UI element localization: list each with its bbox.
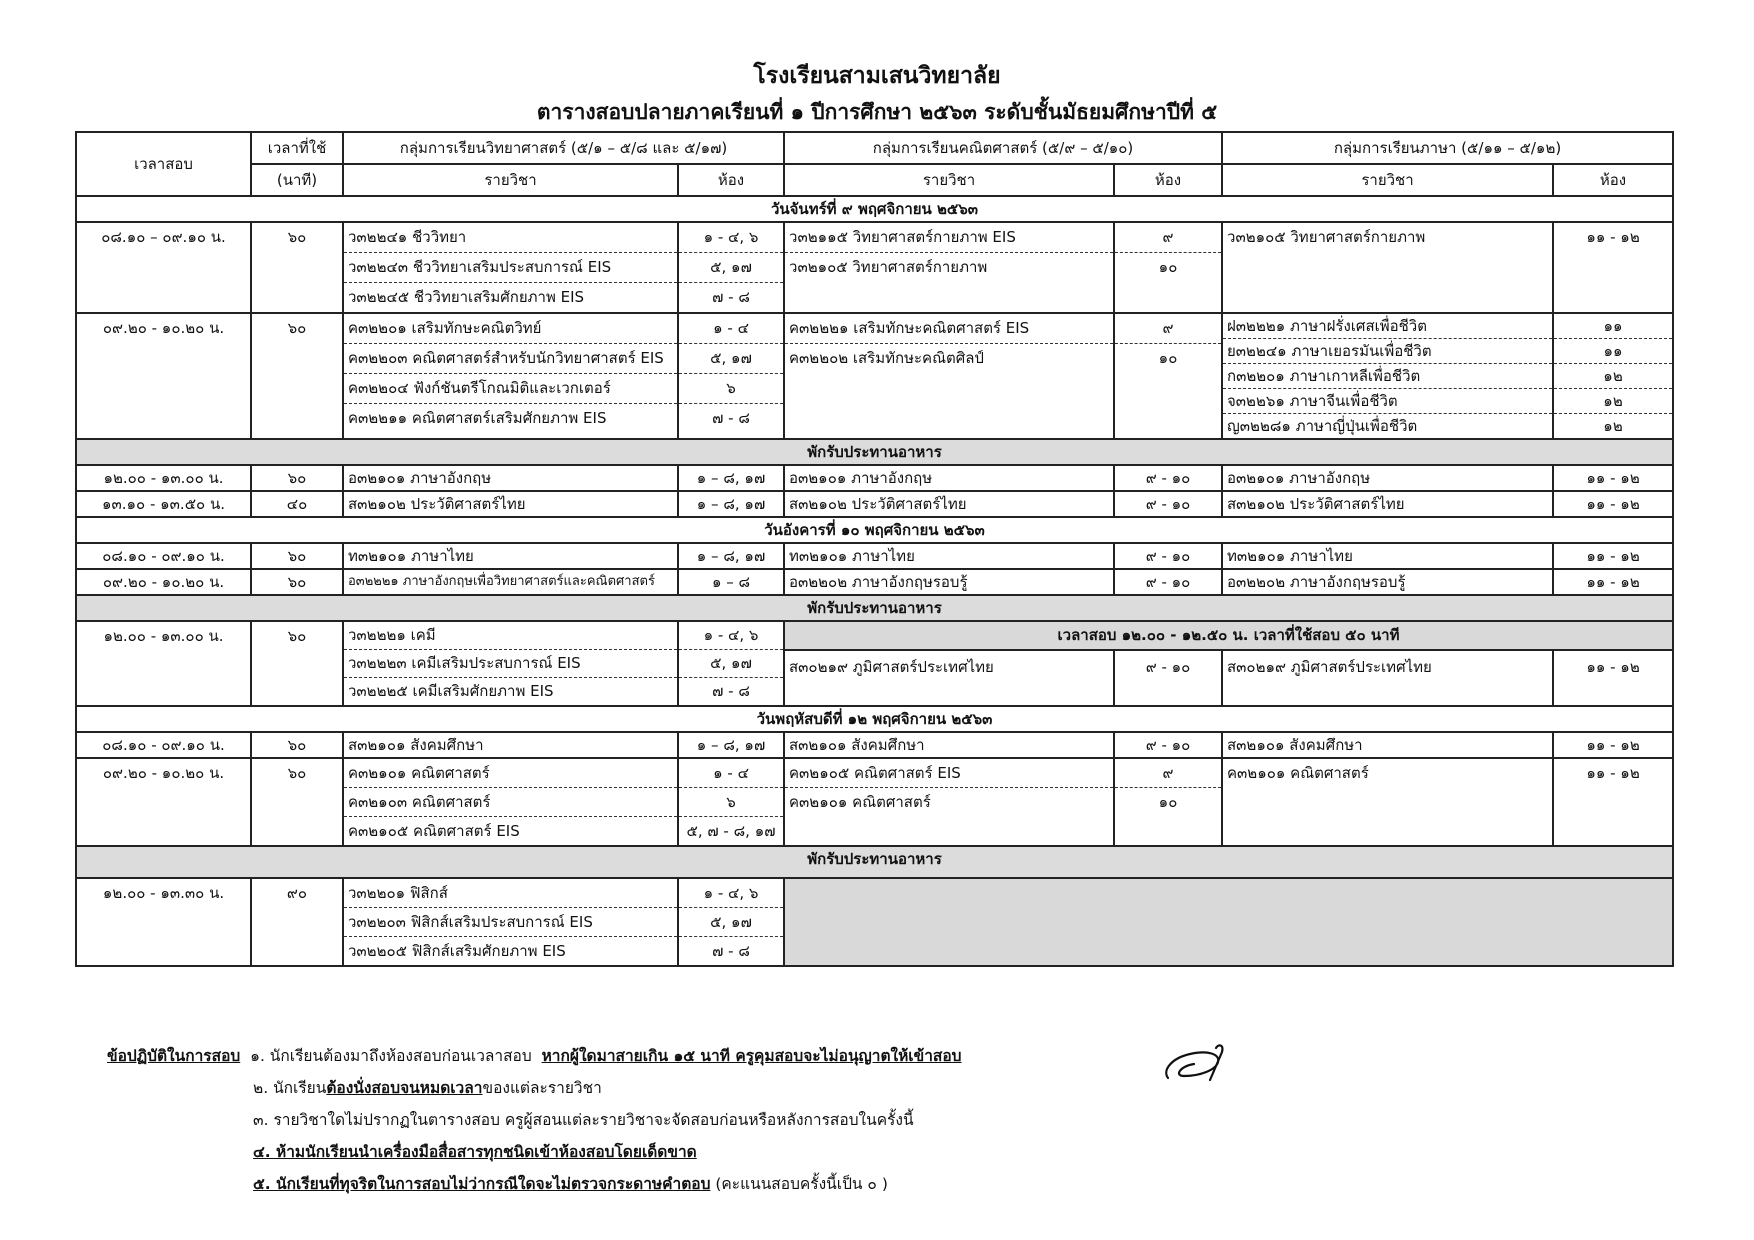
room-cell: ๑ - ๔, ๖ ๕, ๑๗ ๗ - ๘: [678, 878, 784, 966]
room-cell: ๙ ๑๐: [1114, 313, 1222, 439]
col-subject-lang: รายวิชา: [1222, 164, 1553, 196]
exam-minutes: ๖๐: [251, 569, 343, 595]
day-header: วันอังคารที่ ๑๐ พฤศจิกายน ๒๕๖๓: [76, 517, 1673, 543]
room-cell: ๙ - ๑๐: [1114, 650, 1222, 706]
lunch-break-row: พักรับประทานอาหาร: [76, 595, 1673, 621]
rule-1: ข้อปฏิบัติในการสอบ ๑. นักเรียนต้องมาถึงห้องสอบก่อนเวลาสอบ หากผู้ใดมาสายเกิน ๑๕ นาที ครูคุมสอบจะไม่อนุญาตให้เข้าสอบ: [107, 1047, 962, 1065]
col-room-math: ห้อง: [1114, 164, 1222, 196]
exam-time: ๐๙.๒๐ - ๑๐.๒๐ น.: [76, 758, 251, 846]
rule-3: ๓. รายวิชาใดไม่ปรากฏในตารางสอบ ครูผู้สอนแต่ละรายวิชาจะจัดสอบก่อนหรือหลังการสอบในครั้งนี้: [253, 1111, 914, 1129]
room-cell: ๑๑ - ๑๒: [1553, 732, 1673, 758]
col-group-math: กลุ่มการเรียนคณิตศาสตร์ (๕/๙ – ๕/๑๐): [784, 132, 1222, 164]
col-subject-math: รายวิชา: [784, 164, 1114, 196]
room-cell: ๑ – ๘, ๑๗: [678, 491, 784, 517]
room-cell: ๑๑ - ๑๒: [1553, 569, 1673, 595]
subject-cell: ส๓๐๒๑๙ ภูมิศาสตร์ประเทศไทย: [784, 650, 1114, 706]
subject-cell: ส๓๒๑๐๑ สังคมศึกษา: [1222, 732, 1553, 758]
subject-cell: อ๓๒๒๐๒ ภาษาอังกฤษรอบรู้: [784, 569, 1114, 595]
subject-cell: ท๓๒๑๐๑ ภาษาไทย: [343, 543, 678, 569]
exam-minutes: ๖๐: [251, 313, 343, 439]
room-cell: ๙ - ๑๐: [1114, 543, 1222, 569]
room-cell: ๑ - ๔ ๖ ๕, ๗ - ๘, ๑๗: [678, 758, 784, 846]
exam-time: ๐๙.๒๐ - ๑๐.๒๐ น.: [76, 569, 251, 595]
exam-minutes: ๔๐: [251, 491, 343, 517]
room-cell: ๑๑ - ๑๒: [1553, 491, 1673, 517]
exam-schedule-table: [75, 131, 1674, 967]
table-row: [76, 878, 1673, 966]
day-header: วันพฤหัสบดีที่ ๑๒ พฤศจิกายน ๒๕๖๓: [76, 706, 1673, 732]
exam-minutes: ๖๐: [251, 621, 343, 706]
table-row: [76, 313, 1673, 439]
table-row: [76, 543, 1673, 569]
exam-time: ๑๒.๐๐ - ๑๓.๐๐ น.: [76, 465, 251, 491]
exam-minutes: ๖๐: [251, 732, 343, 758]
rules-title: ข้อปฏิบัติในการสอบ: [107, 1047, 241, 1065]
lunch-break-row: พักรับประทานอาหาร: [76, 846, 1673, 878]
col-room-sci: ห้อง: [678, 164, 784, 196]
subject-cell: ค๓๒๑๐๑ คณิตศาสตร์: [1222, 758, 1553, 846]
exam-time: ๑๒.๐๐ - ๑๓.๓๐ น.: [76, 878, 251, 966]
room-cell: ๑๑ - ๑๒: [1553, 758, 1673, 846]
subject-cell: ส๓๒๑๐๑ สังคมศึกษา: [343, 732, 678, 758]
exam-minutes: ๖๐: [251, 758, 343, 846]
room-cell: ๑๑ ๑๑ ๑๒ ๑๒ ๑๒: [1553, 313, 1673, 439]
exam-time: ๑๒.๐๐ - ๑๓.๐๐ น.: [76, 621, 251, 706]
room-cell: ๑ – ๘, ๑๗: [678, 543, 784, 569]
exam-time: ๐๘.๑๐ - ๐๙.๑๐ น.: [76, 732, 251, 758]
exam-time: ๐๘.๑๐ - ๐๙.๑๐ น.: [76, 543, 251, 569]
col-time-header: เวลาสอบ: [76, 132, 251, 196]
subject-cell: ค๓๒๒๐๑ เสริมทักษะคณิตวิทย์ ค๓๒๒๐๓ คณิตศาสตร์สำหรับนักวิทยาศาสตร์ EIS ค๓๒๒๐๔ ฟังก์ชันตรีโกณมิติและเวกเตอร์ ค๓๒๒๑๑ คณิตศาสตร์เสริมศักยภาพ EIS: [343, 313, 678, 439]
col-group-lang: กลุ่มการเรียนภาษา (๕/๑๑ – ๕/๑๒): [1222, 132, 1673, 164]
table-row: [76, 569, 1673, 595]
subject-cell: ส๓๒๑๐๒ ประวัติศาสตร์ไทย: [343, 491, 678, 517]
subject-cell: ค๓๒๑๐๕ คณิตศาสตร์ EIS ค๓๒๑๐๑ คณิตศาสตร์: [784, 758, 1114, 846]
col-group-sci: กลุ่มการเรียนวิทยาศาสตร์ (๕/๑ – ๕/๘ และ ๕/๑๗): [343, 132, 784, 164]
subject-cell: ท๓๒๑๐๑ ภาษาไทย: [1222, 543, 1553, 569]
subject-cell: ว๓๒๑๑๕ วิทยาศาสตร์กายภาพ EIS ว๓๒๑๐๕ วิทยาศาสตร์กายภาพ: [784, 222, 1114, 313]
col-subject-sci: รายวิชา: [343, 164, 678, 196]
lunch-break-row: พักรับประทานอาหาร: [76, 439, 1673, 465]
table-row: [76, 465, 1673, 491]
col-duration-header: เวลาที่ใช้: [251, 132, 343, 164]
subject-cell: อ๓๒๑๐๑ ภาษาอังกฤษ: [343, 465, 678, 491]
room-cell: ๙ - ๑๐: [1114, 569, 1222, 595]
signature-mark: [1160, 1040, 1240, 1085]
table-row: [76, 732, 1673, 758]
room-cell: ๑ – ๘, ๑๗: [678, 732, 784, 758]
rule-4: ๔. ห้ามนักเรียนนำเครื่องมือสื่อสารทุกชนิดเข้าห้องสอบโดยเด็ดขาด: [253, 1143, 697, 1161]
subject-cell: อ๓๒๒๐๒ ภาษาอังกฤษรอบรู้: [1222, 569, 1553, 595]
subject-cell: ส๓๒๑๐๒ ประวัติศาสตร์ไทย: [784, 491, 1114, 517]
exam-minutes: ๖๐: [251, 222, 343, 313]
room-cell: ๑ – ๘: [678, 569, 784, 595]
room-cell: ๑ - ๔, ๖ ๕, ๑๗ ๗ - ๘: [678, 621, 784, 706]
col-room-lang: ห้อง: [1553, 164, 1673, 196]
room-cell: ๙ ๑๐: [1114, 222, 1222, 313]
table-row: [76, 758, 1673, 846]
room-cell: ๑ - ๔ ๕, ๑๗ ๖ ๗ - ๘: [678, 313, 784, 439]
table-row: [76, 621, 1673, 650]
subject-cell: ส๓๒๑๐๒ ประวัติศาสตร์ไทย: [1222, 491, 1553, 517]
room-cell: ๑๑ - ๑๒: [1553, 222, 1673, 313]
rule-5: ๕. นักเรียนที่ทุจริตในการสอบไม่ว่ากรณีใดจะไม่ตรวจกระดาษคำตอบ (คะแนนสอบครั้งนี้เป็น ๐ ): [253, 1175, 888, 1193]
subject-cell: ว๓๒๒๐๑ ฟิสิกส์ ว๓๒๒๐๓ ฟิสิกส์เสริมประสบการณ์ EIS ว๓๒๒๐๕ ฟิสิกส์เสริมศักยภาพ EIS: [343, 878, 678, 966]
room-cell: ๙ - ๑๐: [1114, 732, 1222, 758]
subject-cell: ส๓๐๒๑๙ ภูมิศาสตร์ประเทศไทย: [1222, 650, 1553, 706]
subject-cell: ส๓๒๑๐๑ สังคมศึกษา: [784, 732, 1114, 758]
exam-minutes: ๙๐: [251, 878, 343, 966]
room-cell: ๙ - ๑๐: [1114, 491, 1222, 517]
day-header: วันจันทร์ที่ ๙ พฤศจิกายน ๒๕๖๓: [76, 196, 1673, 222]
exam-time: ๐๘.๑๐ – ๐๙.๑๐ น.: [76, 222, 251, 313]
subject-cell: ว๓๒๑๐๕ วิทยาศาสตร์กายภาพ: [1222, 222, 1553, 313]
special-time-note: เวลาสอบ ๑๒.๐๐ - ๑๒.๕๐ น. เวลาที่ใช้สอบ ๕๐ นาที: [784, 621, 1673, 650]
exam-minutes: ๖๐: [251, 543, 343, 569]
room-cell: ๑๑ - ๑๒: [1553, 650, 1673, 706]
exam-minutes: ๖๐: [251, 465, 343, 491]
room-cell: ๑ - ๔, ๖ ๕, ๑๗ ๗ - ๘: [678, 222, 784, 313]
exam-time: ๑๓.๑๐ - ๑๓.๕๐ น.: [76, 491, 251, 517]
subject-cell: อ๓๒๑๐๑ ภาษาอังกฤษ: [1222, 465, 1553, 491]
subject-cell: ค๓๒๒๒๑ เสริมทักษะคณิตศาสตร์ EIS ค๓๒๒๐๒ เสริมทักษะคณิตศิลป์: [784, 313, 1114, 439]
empty-shaded-cell: [784, 878, 1673, 966]
room-cell: ๑๑ - ๑๒: [1553, 543, 1673, 569]
subject-cell: ฝ๓๒๒๒๑ ภาษาฝรั่งเศสเพื่อชีวิต ย๓๒๒๔๑ ภาษาเยอรมันเพื่อชีวิต ก๓๒๒๐๑ ภาษาเกาหลีเพื่อชีวิต จ๓๒๒๖๑ ภาษาจีนเพื่อชีวิต ญ๓๒๒๘๑ ภาษาญี่ปุ่นเพื่อชีวิต: [1222, 313, 1553, 439]
schedule-subtitle: ตารางสอบปลายภาคเรียนที่ ๑ ปีการศึกษา ๒๕๖๓ ระดับชั้นมัธยมศึกษาปีที่ ๕: [536, 100, 1218, 124]
subject-cell: ว๓๒๒๔๑ ชีววิทยา ว๓๒๒๔๓ ชีววิทยาเสริมประสบการณ์ EIS ว๓๒๒๔๕ ชีววิทยาเสริมศักยภาพ EIS: [343, 222, 678, 313]
exam-time: ๐๙.๒๐ - ๑๐.๒๐ น.: [76, 313, 251, 439]
subject-cell: ท๓๒๑๐๑ ภาษาไทย: [784, 543, 1114, 569]
school-name: โรงเรียนสามเสนวิทยาลัย: [753, 63, 1001, 89]
room-cell: ๑๑ - ๑๒: [1553, 465, 1673, 491]
table-row: [76, 222, 1673, 313]
subject-cell: ค๓๒๑๐๑ คณิตศาสตร์ ค๓๒๑๐๓ คณิตศาสตร์ ค๓๒๑๐๕ คณิตศาสตร์ EIS: [343, 758, 678, 846]
subject-cell: อ๓๒๒๒๑ ภาษาอังกฤษเพื่อวิทยาศาสตร์และคณิตศาสตร์: [343, 569, 678, 595]
room-cell: ๙ ๑๐: [1114, 758, 1222, 846]
room-cell: ๙ - ๑๐: [1114, 465, 1222, 491]
room-cell: ๑ – ๘, ๑๗: [678, 465, 784, 491]
subject-cell: ว๓๒๒๒๑ เคมี ว๓๒๒๒๓ เคมีเสริมประสบการณ์ EIS ว๓๒๒๒๕ เคมีเสริมศักยภาพ EIS: [343, 621, 678, 706]
col-duration-unit: (นาที): [251, 164, 343, 196]
rule-2: ๒. นักเรียนต้องนั่งสอบจนหมดเวลาของแต่ละรายวิชา: [253, 1079, 602, 1097]
table-row: [76, 491, 1673, 517]
subject-cell: อ๓๒๑๐๑ ภาษาอังกฤษ: [784, 465, 1114, 491]
